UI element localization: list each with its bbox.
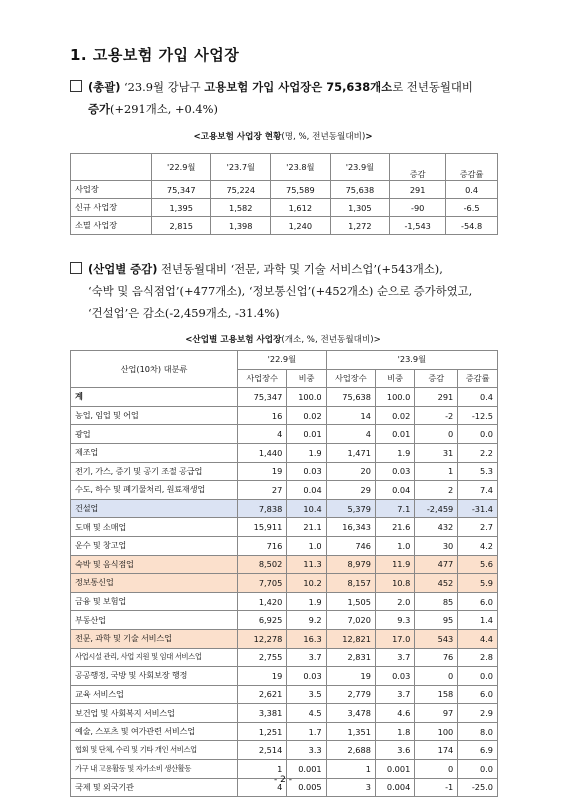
- cell: 0.0: [458, 425, 498, 444]
- cell: 8,979: [326, 555, 375, 574]
- table1-caption: <고용보험 사업장 현황(명, %, 전년동월대비)>: [193, 132, 373, 142]
- table-row: [71, 592, 498, 611]
- cell: 158: [415, 685, 458, 704]
- industry-name: 광업: [71, 425, 238, 444]
- table-row: [71, 199, 498, 217]
- cell: -1,543: [390, 217, 446, 235]
- cell: -2,459: [415, 499, 458, 518]
- cell: 20: [326, 462, 375, 481]
- cell: 75,589: [271, 181, 331, 199]
- cell: 1.9: [287, 443, 326, 462]
- industry-line1: 전년동월대비 ‘전문, 과학 및 기술 서비스업’(+543개소),: [157, 262, 443, 276]
- industry-name: 보건업 및 사회복지 서비스업: [71, 704, 238, 723]
- table-row: [71, 629, 498, 648]
- cell: -54.8: [446, 217, 498, 235]
- cell: 0.04: [375, 481, 414, 500]
- industry-name: 부동산업: [71, 611, 238, 630]
- cell: 1,471: [326, 443, 375, 462]
- cell: -12.5: [458, 406, 498, 425]
- cell: 0.01: [375, 425, 414, 444]
- cell: 31: [415, 443, 458, 462]
- cell: -25.0: [458, 778, 498, 797]
- summary-text-a: ‘23.9월 강남구: [120, 80, 205, 94]
- cell: 7.4: [458, 481, 498, 500]
- sub-header: 비중: [287, 369, 326, 388]
- cell: 75,347: [238, 388, 287, 407]
- cell: 5.6: [458, 555, 498, 574]
- cell: 3: [326, 778, 375, 797]
- cell: 1.4: [458, 611, 498, 630]
- cell: 3,381: [238, 704, 287, 723]
- industry-name: 예술, 스포츠 및 여가관련 서비스업: [71, 722, 238, 741]
- cell: 1,612: [271, 199, 331, 217]
- cell: 0.02: [287, 406, 326, 425]
- industry-name: 제조업: [71, 443, 238, 462]
- cell: 9.3: [375, 611, 414, 630]
- table1-header: '23.9월: [330, 154, 390, 181]
- cell: 1.8: [375, 722, 414, 741]
- cell: 1,505: [326, 592, 375, 611]
- table-row: [71, 518, 498, 537]
- cell: 4.2: [458, 536, 498, 555]
- cell: 8,157: [326, 574, 375, 593]
- cell: 4.4: [458, 629, 498, 648]
- cell: 17.0: [375, 629, 414, 648]
- cell: 291: [415, 388, 458, 407]
- cell: 0.02: [375, 406, 414, 425]
- industry-name: 숙박 및 음식점업: [71, 555, 238, 574]
- cell: 2,815: [151, 217, 211, 235]
- cell: 21.6: [375, 518, 414, 537]
- cell: -31.4: [458, 499, 498, 518]
- table-row: [71, 217, 498, 235]
- workplace-status-table: [70, 153, 498, 235]
- cell: 291: [390, 181, 446, 199]
- cell: 174: [415, 741, 458, 760]
- cell: 10.8: [375, 574, 414, 593]
- cell: 2,621: [238, 685, 287, 704]
- cell: 2,755: [238, 648, 287, 667]
- table-row: [71, 462, 498, 481]
- cell: 1: [415, 462, 458, 481]
- table-row: [71, 425, 498, 444]
- table-row: [71, 722, 498, 741]
- industry-header: 산업(10차) 대분류: [71, 351, 238, 388]
- cell: 12,278: [238, 629, 287, 648]
- cell: 7,838: [238, 499, 287, 518]
- cell: 5.3: [458, 462, 498, 481]
- table-row: [71, 685, 498, 704]
- cell: 477: [415, 555, 458, 574]
- cell: 100.0: [375, 388, 414, 407]
- cell: 1,351: [326, 722, 375, 741]
- industry-name: 협회 및 단체, 수리 및 기타 개인 서비스업: [71, 741, 238, 760]
- industry-name: 정보통신업: [71, 574, 238, 593]
- cell: 75,347: [151, 181, 211, 199]
- cell: 19: [238, 462, 287, 481]
- sub-header: 비중: [375, 369, 414, 388]
- cell: 3.5: [287, 685, 326, 704]
- cell: 4: [326, 425, 375, 444]
- cell: 716: [238, 536, 287, 555]
- cell: 2,688: [326, 741, 375, 760]
- industry-paragraph: [70, 258, 472, 324]
- industry-name: 건설업: [71, 499, 238, 518]
- cell: 4: [238, 425, 287, 444]
- cell: 0.0: [458, 760, 498, 779]
- cell: 75,638: [330, 181, 390, 199]
- summary-increase: 증가: [88, 102, 111, 116]
- sub-header: 증감률: [458, 369, 498, 388]
- sub-header: 증감: [415, 369, 458, 388]
- cell: 1,251: [238, 722, 287, 741]
- cell: 100: [415, 722, 458, 741]
- cell: 16.3: [287, 629, 326, 648]
- industry-name: 계: [71, 388, 238, 407]
- cell: 7,705: [238, 574, 287, 593]
- industry-table: [70, 350, 498, 797]
- cell: 1,305: [330, 199, 390, 217]
- cell: 0.03: [375, 667, 414, 686]
- cell: 12,821: [326, 629, 375, 648]
- cell: 0.01: [287, 425, 326, 444]
- cell: 19: [326, 667, 375, 686]
- cell: 10.4: [287, 499, 326, 518]
- industry-name: 국제 및 외국기관: [71, 778, 238, 797]
- cell: 9.2: [287, 611, 326, 630]
- table-row: [71, 406, 498, 425]
- row-label: 소멸 사업장: [71, 217, 152, 235]
- cell: 14: [326, 406, 375, 425]
- cell: 2,831: [326, 648, 375, 667]
- table1-header: 증감: [390, 154, 446, 181]
- cell: 1.9: [375, 443, 414, 462]
- cell: 3,478: [326, 704, 375, 723]
- table-row: [71, 574, 498, 593]
- page-number: - 2 -: [274, 775, 292, 785]
- industry-name: 운수 및 창고업: [71, 536, 238, 555]
- cell: 543: [415, 629, 458, 648]
- summary-text-c: 로 전년동월대비: [392, 80, 473, 94]
- cell: 1.9: [287, 592, 326, 611]
- cell: 2.7: [458, 518, 498, 537]
- table-row: [71, 704, 498, 723]
- cell: 2.8: [458, 648, 498, 667]
- table-row: [71, 536, 498, 555]
- cell: 16: [238, 406, 287, 425]
- cell: 1,440: [238, 443, 287, 462]
- cell: 1,398: [211, 217, 271, 235]
- cell: 6,925: [238, 611, 287, 630]
- sub-header: 사업장수: [326, 369, 375, 388]
- cell: 6.0: [458, 592, 498, 611]
- table1-header: 증감률: [446, 154, 498, 181]
- table1-header: '23.8월: [271, 154, 331, 181]
- cell: 0.0: [458, 667, 498, 686]
- cell: 16,343: [326, 518, 375, 537]
- cell: 0: [415, 667, 458, 686]
- cell: 1.0: [287, 536, 326, 555]
- cell: 0.005: [287, 778, 326, 797]
- cell: -2: [415, 406, 458, 425]
- cell: -1: [415, 778, 458, 797]
- cell: 0: [415, 760, 458, 779]
- cell: 2,514: [238, 741, 287, 760]
- cell: -90: [390, 199, 446, 217]
- cell: 2.2: [458, 443, 498, 462]
- cell: 0.4: [458, 388, 498, 407]
- industry-name: 수도, 하수 및 폐기물처리, 원료재생업: [71, 481, 238, 500]
- cell: 4: [238, 778, 287, 797]
- cell: 30: [415, 536, 458, 555]
- checkbox-bullet: [70, 262, 82, 274]
- cell: 2.0: [375, 592, 414, 611]
- industry-tag: (산업별 증감): [88, 262, 158, 276]
- industry-name: 가구 내 고용활동 및 자가소비 생산활동: [71, 760, 238, 779]
- industry-name: 금융 및 보험업: [71, 592, 238, 611]
- industry-name: 도매 및 소매업: [71, 518, 238, 537]
- cell: 1.0: [375, 536, 414, 555]
- checkbox-bullet: [70, 80, 82, 92]
- cell: 1: [238, 760, 287, 779]
- cell: 1,240: [271, 217, 331, 235]
- industry-line2: ‘숙박 및 음식점업’(+477개소), ‘정보통신업’(+452개소) 순으로 증가하였고,: [88, 284, 473, 298]
- table-row: [71, 481, 498, 500]
- cell: 8.0: [458, 722, 498, 741]
- industry-line3: ‘건설업’은 감소(-2,459개소, -31.4%): [88, 306, 280, 320]
- cell: 0.4: [446, 181, 498, 199]
- cell: 29: [326, 481, 375, 500]
- cell: 0.001: [375, 760, 414, 779]
- cell: 5,379: [326, 499, 375, 518]
- cell: 6.9: [458, 741, 498, 760]
- cell: 746: [326, 536, 375, 555]
- section-title: 1. 고용보험 가입 사업장: [70, 46, 240, 64]
- table-row: [71, 555, 498, 574]
- cell: 8,502: [238, 555, 287, 574]
- cell: 2: [415, 481, 458, 500]
- period-header: '22.9월: [238, 351, 327, 370]
- cell: 95: [415, 611, 458, 630]
- industry-name: 교육 서비스업: [71, 685, 238, 704]
- industry-name: 전문, 과학 및 기술 서비스업: [71, 629, 238, 648]
- table1-header: '23.7월: [211, 154, 271, 181]
- summary-tag: (총괄): [88, 80, 121, 94]
- cell: 0.001: [287, 760, 326, 779]
- cell: 75,638: [326, 388, 375, 407]
- cell: 0: [415, 425, 458, 444]
- summary-increase-detail: (+291개소, +0.4%): [110, 102, 218, 116]
- cell: 1,420: [238, 592, 287, 611]
- sub-header: 사업장수: [238, 369, 287, 388]
- cell: 4.6: [375, 704, 414, 723]
- summary-highlight: 고용보험 가입 사업장은 75,638개소: [204, 80, 393, 94]
- table-row: [71, 499, 498, 518]
- cell: 27: [238, 481, 287, 500]
- cell: 11.9: [375, 555, 414, 574]
- cell: 0.03: [287, 667, 326, 686]
- table-row: [71, 741, 498, 760]
- cell: 2,779: [326, 685, 375, 704]
- cell: 432: [415, 518, 458, 537]
- total-row: [71, 388, 498, 407]
- cell: 6.0: [458, 685, 498, 704]
- row-label: 신규 사업장: [71, 199, 152, 217]
- cell: 2.9: [458, 704, 498, 723]
- industry-name: 사업시설 관리, 사업 지원 및 임대 서비스업: [71, 648, 238, 667]
- industry-name: 농업, 임업 및 어업: [71, 406, 238, 425]
- cell: 7,020: [326, 611, 375, 630]
- cell: 100.0: [287, 388, 326, 407]
- summary-paragraph: [70, 76, 473, 120]
- cell: 1,395: [151, 199, 211, 217]
- cell: 3.7: [375, 685, 414, 704]
- cell: 21.1: [287, 518, 326, 537]
- table-row: [71, 648, 498, 667]
- industry-name: 전기, 가스, 증기 및 공기 조절 공급업: [71, 462, 238, 481]
- cell: 5.9: [458, 574, 498, 593]
- cell: 4.5: [287, 704, 326, 723]
- table1-header: '22.9월: [151, 154, 211, 181]
- cell: 452: [415, 574, 458, 593]
- cell: 1,272: [330, 217, 390, 235]
- table-row: [71, 667, 498, 686]
- cell: 97: [415, 704, 458, 723]
- cell: 1: [326, 760, 375, 779]
- period-header: '23.9월: [326, 351, 497, 370]
- cell: 11.3: [287, 555, 326, 574]
- cell: 0.03: [375, 462, 414, 481]
- table-row: [71, 443, 498, 462]
- cell: 76: [415, 648, 458, 667]
- cell: 0.004: [375, 778, 414, 797]
- cell: 0.03: [287, 462, 326, 481]
- industry-name: 공공행정, 국방 및 사회보장 행정: [71, 667, 238, 686]
- cell: -6.5: [446, 199, 498, 217]
- table-row: [71, 611, 498, 630]
- cell: 3.6: [375, 741, 414, 760]
- cell: 75,224: [211, 181, 271, 199]
- cell: 7.1: [375, 499, 414, 518]
- cell: 85: [415, 592, 458, 611]
- cell: 10.2: [287, 574, 326, 593]
- cell: 3.7: [375, 648, 414, 667]
- table-row: [71, 181, 498, 199]
- table1-header-empty: [71, 154, 152, 181]
- cell: 15,911: [238, 518, 287, 537]
- cell: 1.7: [287, 722, 326, 741]
- row-label: 사업장: [71, 181, 152, 199]
- table2-caption: <산업별 고용보험 사업장(개소, %, 전년동월대비)>: [185, 335, 381, 345]
- cell: 19: [238, 667, 287, 686]
- cell: 3.3: [287, 741, 326, 760]
- cell: 3.7: [287, 648, 326, 667]
- cell: 0.04: [287, 481, 326, 500]
- cell: 1,582: [211, 199, 271, 217]
